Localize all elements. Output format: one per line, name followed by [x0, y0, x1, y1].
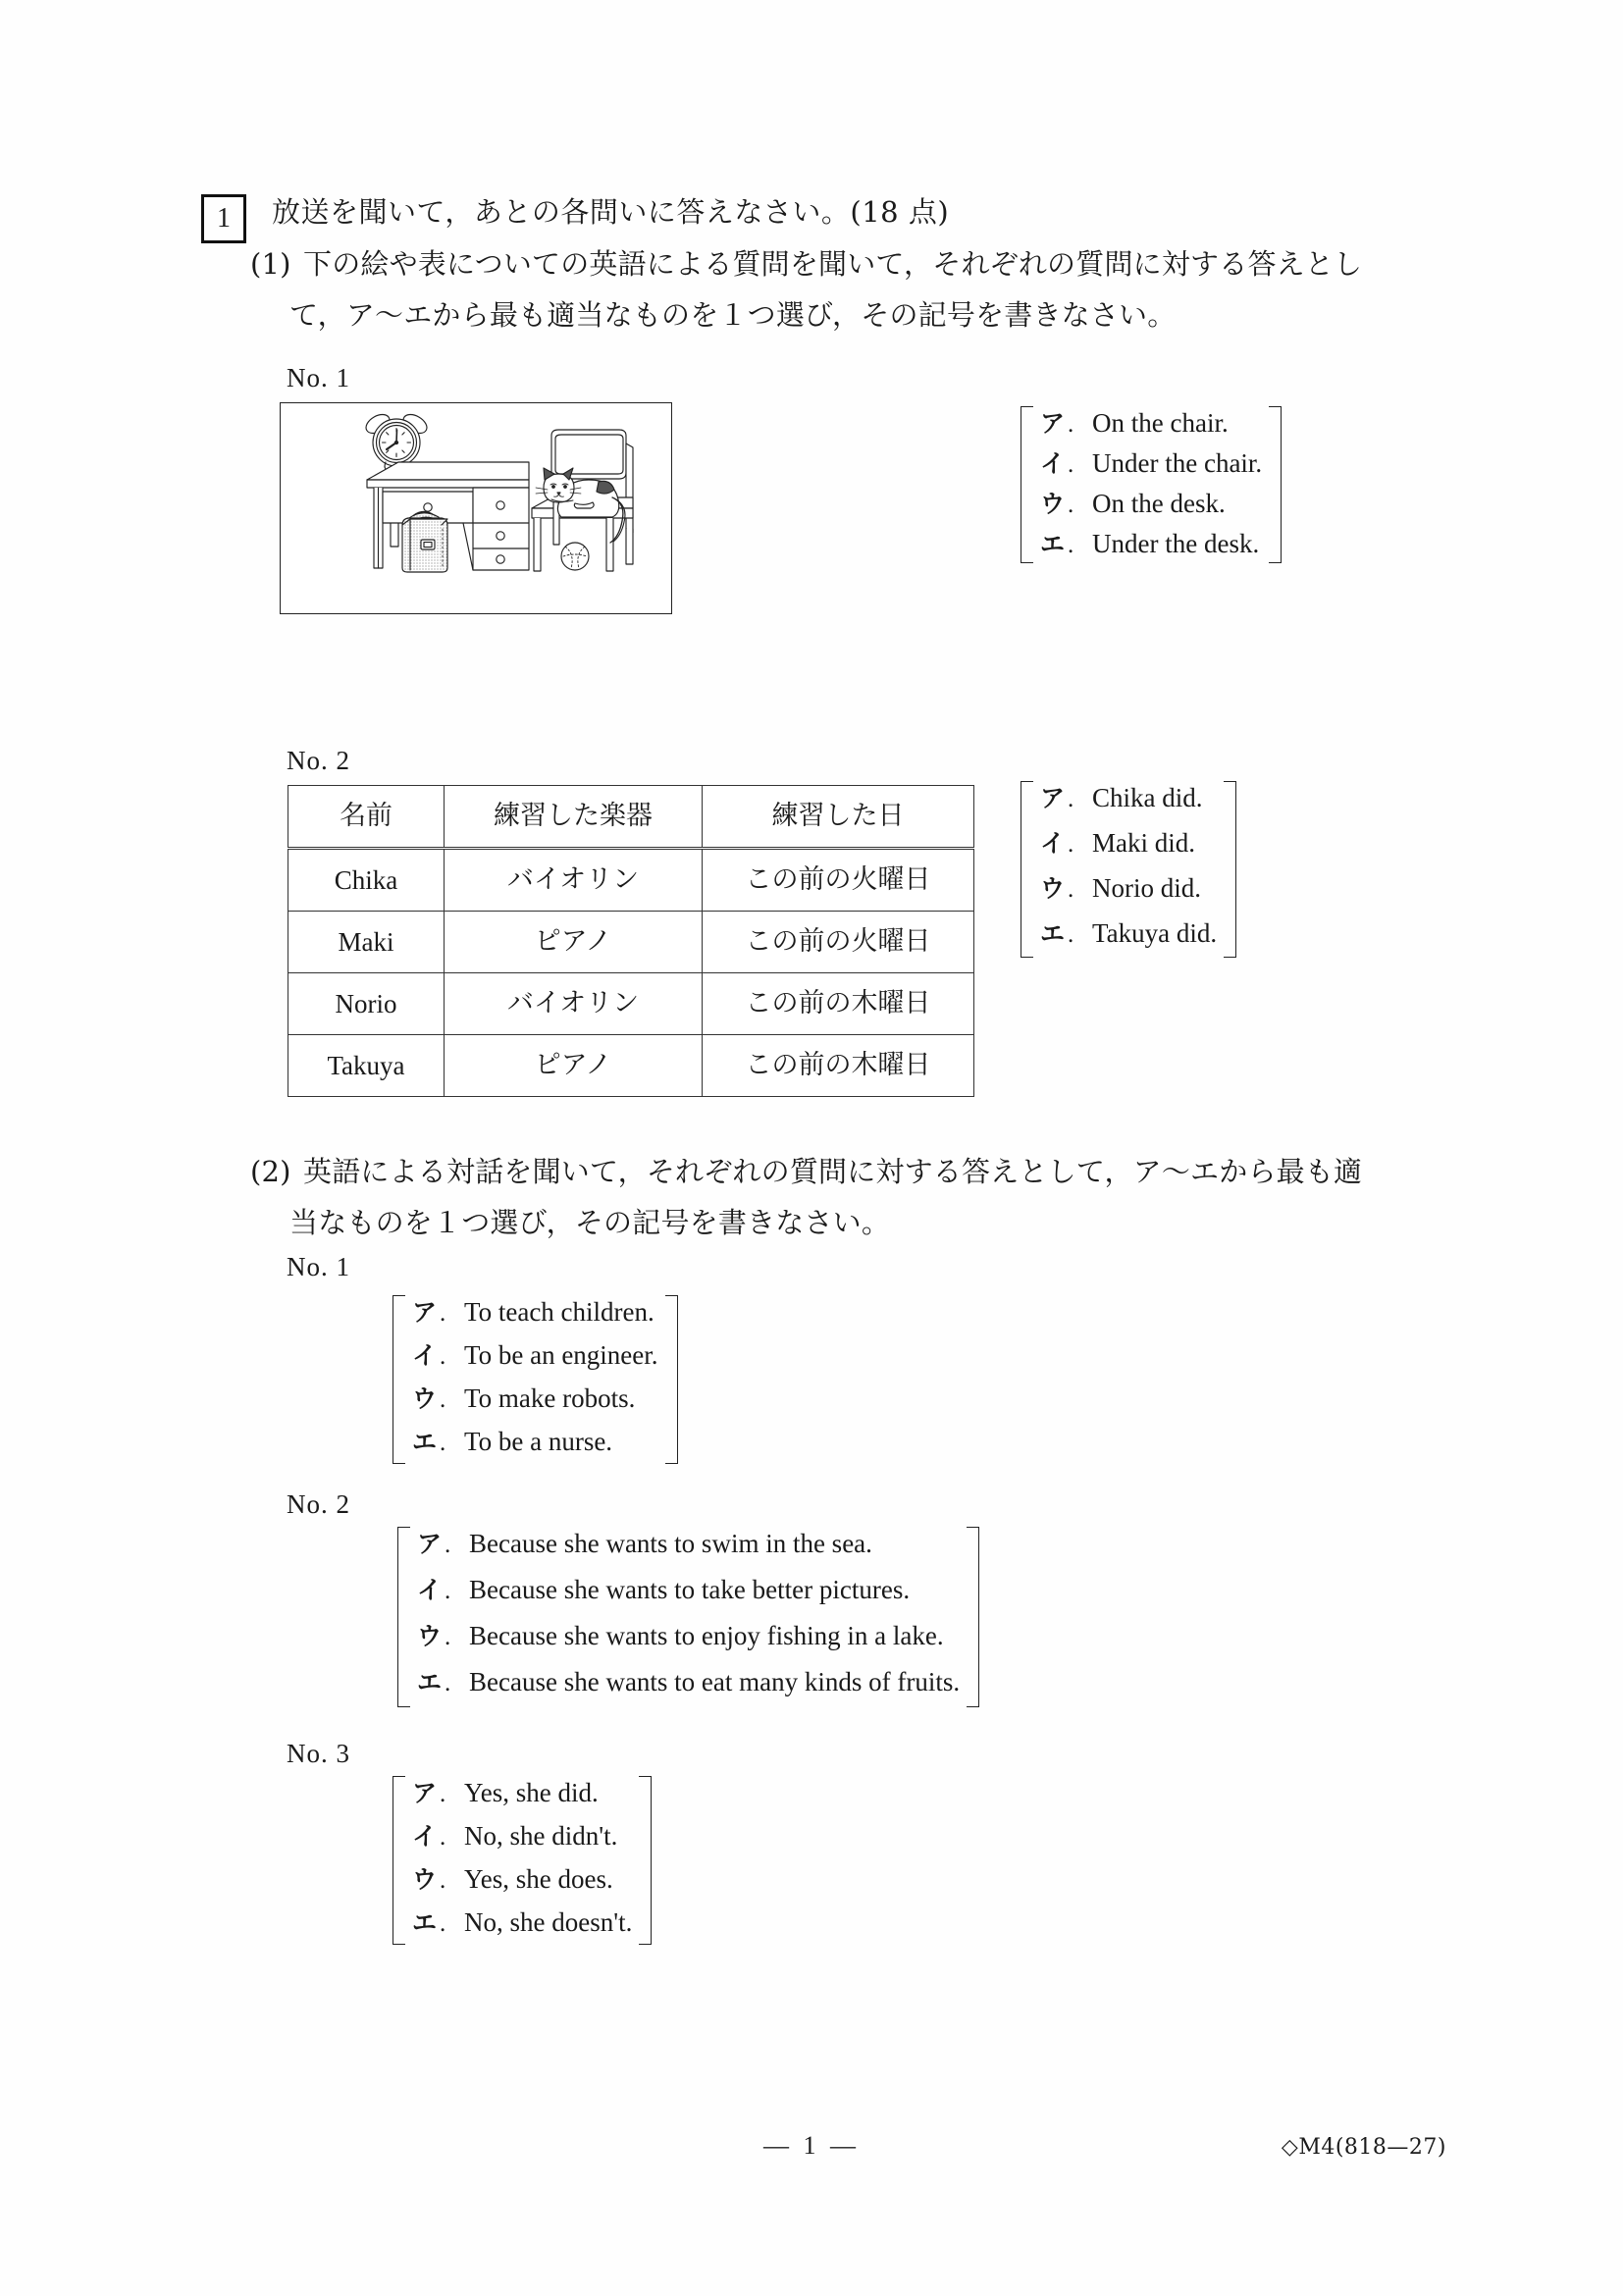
- choice-key: ウ: [417, 1622, 443, 1650]
- choice-key: ア: [412, 1779, 438, 1807]
- choice-key: エ: [412, 1428, 438, 1456]
- choice-text: Norio did.: [1092, 873, 1201, 903]
- footer-code: ◇M4(818—27): [1281, 2135, 1446, 2160]
- choices-section2-no1: [393, 1291, 678, 1468]
- choices-section1-no1: [1021, 402, 1282, 567]
- choice-option[interactable]: [412, 1293, 658, 1336]
- bracket-left-icon: [1021, 402, 1033, 567]
- choice-dot: .: [1068, 492, 1074, 518]
- bracket-left-icon: [393, 1291, 405, 1468]
- choice-key: エ: [1040, 530, 1066, 558]
- choice-key: ウ: [412, 1865, 438, 1894]
- choice-key: エ: [1040, 919, 1066, 948]
- choice-text: Because she wants to enjoy fishing in a lake.: [469, 1621, 944, 1650]
- choice-key: イ: [1040, 449, 1066, 478]
- choice-text: Takuya did.: [1092, 918, 1218, 948]
- choice-dot: .: [1068, 831, 1074, 858]
- choice-key: イ: [412, 1341, 438, 1370]
- choice-dot: .: [1068, 451, 1074, 478]
- column-header-instrument: 練習した楽器: [445, 786, 703, 849]
- subquestion-2: [250, 1146, 1491, 1248]
- subquestion-1-line-2: て，ア～エから最も適当なものを１つ選び，その記号を書きなさい。: [289, 298, 1177, 332]
- choice-key: ア: [412, 1298, 438, 1327]
- choice-dot: .: [445, 1624, 451, 1650]
- choice-option[interactable]: [417, 1571, 960, 1617]
- no2-label-section2: No. 2: [287, 1489, 350, 1519]
- choice-dot: .: [1068, 411, 1074, 438]
- choice-text: Yes, she does.: [464, 1864, 613, 1894]
- choices-section2-no2: [397, 1523, 979, 1711]
- choice-key: ウ: [1040, 874, 1066, 903]
- choice-text: Because she wants to eat many kinds of fruits.: [469, 1667, 961, 1696]
- choice-option[interactable]: [1040, 824, 1217, 869]
- cell-day: この前の火曜日: [703, 912, 974, 973]
- choice-text: Chika did.: [1092, 783, 1203, 812]
- illustration-desk-chair-cat: [280, 402, 672, 614]
- cell-day: この前の木曜日: [703, 973, 974, 1035]
- bracket-right-icon: [639, 1772, 652, 1949]
- choice-dot: .: [1068, 532, 1074, 558]
- choice-dot: .: [440, 1781, 446, 1807]
- footer-page-number: — 1 —: [763, 2131, 860, 2160]
- choice-dot: .: [440, 1824, 446, 1851]
- choice-option[interactable]: [1040, 869, 1217, 914]
- choice-dot: .: [440, 1910, 446, 1937]
- choice-key: エ: [412, 1908, 438, 1937]
- choice-dot: .: [440, 1867, 446, 1894]
- column-header-day: 練習した日: [703, 786, 974, 849]
- bracket-left-icon: [1021, 777, 1033, 962]
- choice-dot: .: [440, 1386, 446, 1413]
- subquestion-1: [250, 238, 1491, 340]
- choice-key: イ: [1040, 829, 1066, 858]
- cell-name: Maki: [288, 912, 445, 973]
- bracket-right-icon: [1224, 777, 1236, 962]
- choice-option[interactable]: [412, 1336, 658, 1380]
- table-row: [288, 1035, 974, 1097]
- choice-text: Yes, she did.: [464, 1778, 599, 1807]
- choice-text: Because she wants to swim in the sea.: [469, 1529, 872, 1558]
- choice-dot: .: [445, 1578, 451, 1604]
- choices-section1-no2: [1021, 777, 1236, 962]
- bracket-left-icon: [393, 1772, 405, 1949]
- choice-text: On the desk.: [1092, 489, 1226, 518]
- choice-dot: .: [440, 1343, 446, 1370]
- table-row: [288, 973, 974, 1035]
- bracket-right-icon: [665, 1291, 678, 1468]
- question-header: [201, 192, 949, 243]
- cell-instrument: バイオリン: [445, 973, 703, 1035]
- choice-dot: .: [1068, 921, 1074, 948]
- choice-dot: .: [445, 1670, 451, 1696]
- question-heading-text: 放送を聞いて，あとの各問いに答えなさい。(18 点): [272, 195, 950, 229]
- cell-instrument: ピアノ: [445, 1035, 703, 1097]
- question-number-box: 1: [201, 194, 246, 243]
- choice-option[interactable]: [1040, 779, 1217, 824]
- subquestion-2-marker: (2): [250, 1155, 291, 1188]
- choice-key: イ: [412, 1822, 438, 1851]
- choice-option[interactable]: [412, 1817, 632, 1860]
- choice-option[interactable]: [1040, 485, 1262, 525]
- choice-key: ア: [417, 1530, 443, 1558]
- cell-day: この前の木曜日: [703, 1035, 974, 1097]
- choice-text: No, she didn't.: [464, 1821, 618, 1851]
- choice-text: Because she wants to take better pictures.: [469, 1575, 911, 1604]
- cell-instrument: ピアノ: [445, 912, 703, 973]
- subquestion-1-line-1: 下の絵や表についての英語による質問を聞いて，それぞれの質問に対する答えとし: [303, 247, 1363, 281]
- choice-text: Under the desk.: [1092, 529, 1260, 558]
- choice-key: ア: [1040, 784, 1066, 812]
- choice-text: To be an engineer.: [464, 1340, 658, 1370]
- choice-text: No, she doesn't.: [464, 1907, 633, 1937]
- column-header-name: 名前: [288, 786, 445, 849]
- choice-option[interactable]: [412, 1904, 632, 1947]
- choice-option[interactable]: [1040, 525, 1262, 565]
- choice-key: ア: [1040, 409, 1066, 438]
- no1-label-section2: No. 1: [287, 1252, 350, 1281]
- choice-option[interactable]: [417, 1617, 960, 1663]
- choice-option[interactable]: [412, 1860, 632, 1904]
- choice-option[interactable]: [1040, 444, 1262, 485]
- choice-option[interactable]: [1040, 404, 1262, 444]
- choice-text: To be a nurse.: [464, 1427, 613, 1456]
- subquestion-2-line-2: 当なものを１つ選び，その記号を書きなさい。: [289, 1206, 891, 1239]
- choice-key: エ: [417, 1668, 443, 1696]
- choice-option[interactable]: [1040, 914, 1217, 960]
- practice-table: [288, 785, 974, 1097]
- choice-key: ウ: [412, 1384, 438, 1413]
- choice-dot: .: [1068, 876, 1074, 903]
- choice-text: Maki did.: [1092, 828, 1195, 858]
- choice-dot: .: [445, 1532, 451, 1558]
- choice-text: To make robots.: [464, 1383, 636, 1413]
- table-row: [288, 912, 974, 973]
- choice-option[interactable]: [417, 1525, 960, 1571]
- choice-dot: .: [440, 1300, 446, 1327]
- choice-key: イ: [417, 1576, 443, 1604]
- choice-dot: .: [1068, 786, 1074, 812]
- choice-option[interactable]: [412, 1380, 658, 1423]
- choice-option[interactable]: [417, 1663, 960, 1709]
- subquestion-2-line-1: 英語による対話を聞いて，それぞれの質問に対する答えとして，ア～エから最も適: [303, 1155, 1363, 1188]
- choice-text: On the chair.: [1092, 408, 1229, 438]
- choice-text: To teach children.: [464, 1297, 654, 1327]
- table-row: [288, 849, 974, 912]
- cell-name: Takuya: [288, 1035, 445, 1097]
- no3-label-section2: No. 3: [287, 1739, 350, 1768]
- choice-option[interactable]: [412, 1423, 658, 1466]
- choices-section2-no3: [393, 1772, 652, 1949]
- cell-instrument: バイオリン: [445, 849, 703, 912]
- cell-name: Chika: [288, 849, 445, 912]
- table-header-row: [288, 786, 974, 849]
- choice-option[interactable]: [412, 1774, 632, 1817]
- bracket-right-icon: [1269, 402, 1282, 567]
- choice-dot: .: [440, 1430, 446, 1456]
- no2-label-section1: No. 2: [287, 746, 350, 775]
- cell-name: Norio: [288, 973, 445, 1035]
- cell-day: この前の火曜日: [703, 849, 974, 912]
- choice-text: Under the chair.: [1092, 448, 1263, 478]
- choice-key: ウ: [1040, 490, 1066, 518]
- bracket-right-icon: [967, 1523, 979, 1711]
- bracket-left-icon: [397, 1523, 410, 1711]
- subquestion-1-marker: (1): [250, 247, 291, 281]
- no1-label-section1: No. 1: [287, 363, 350, 392]
